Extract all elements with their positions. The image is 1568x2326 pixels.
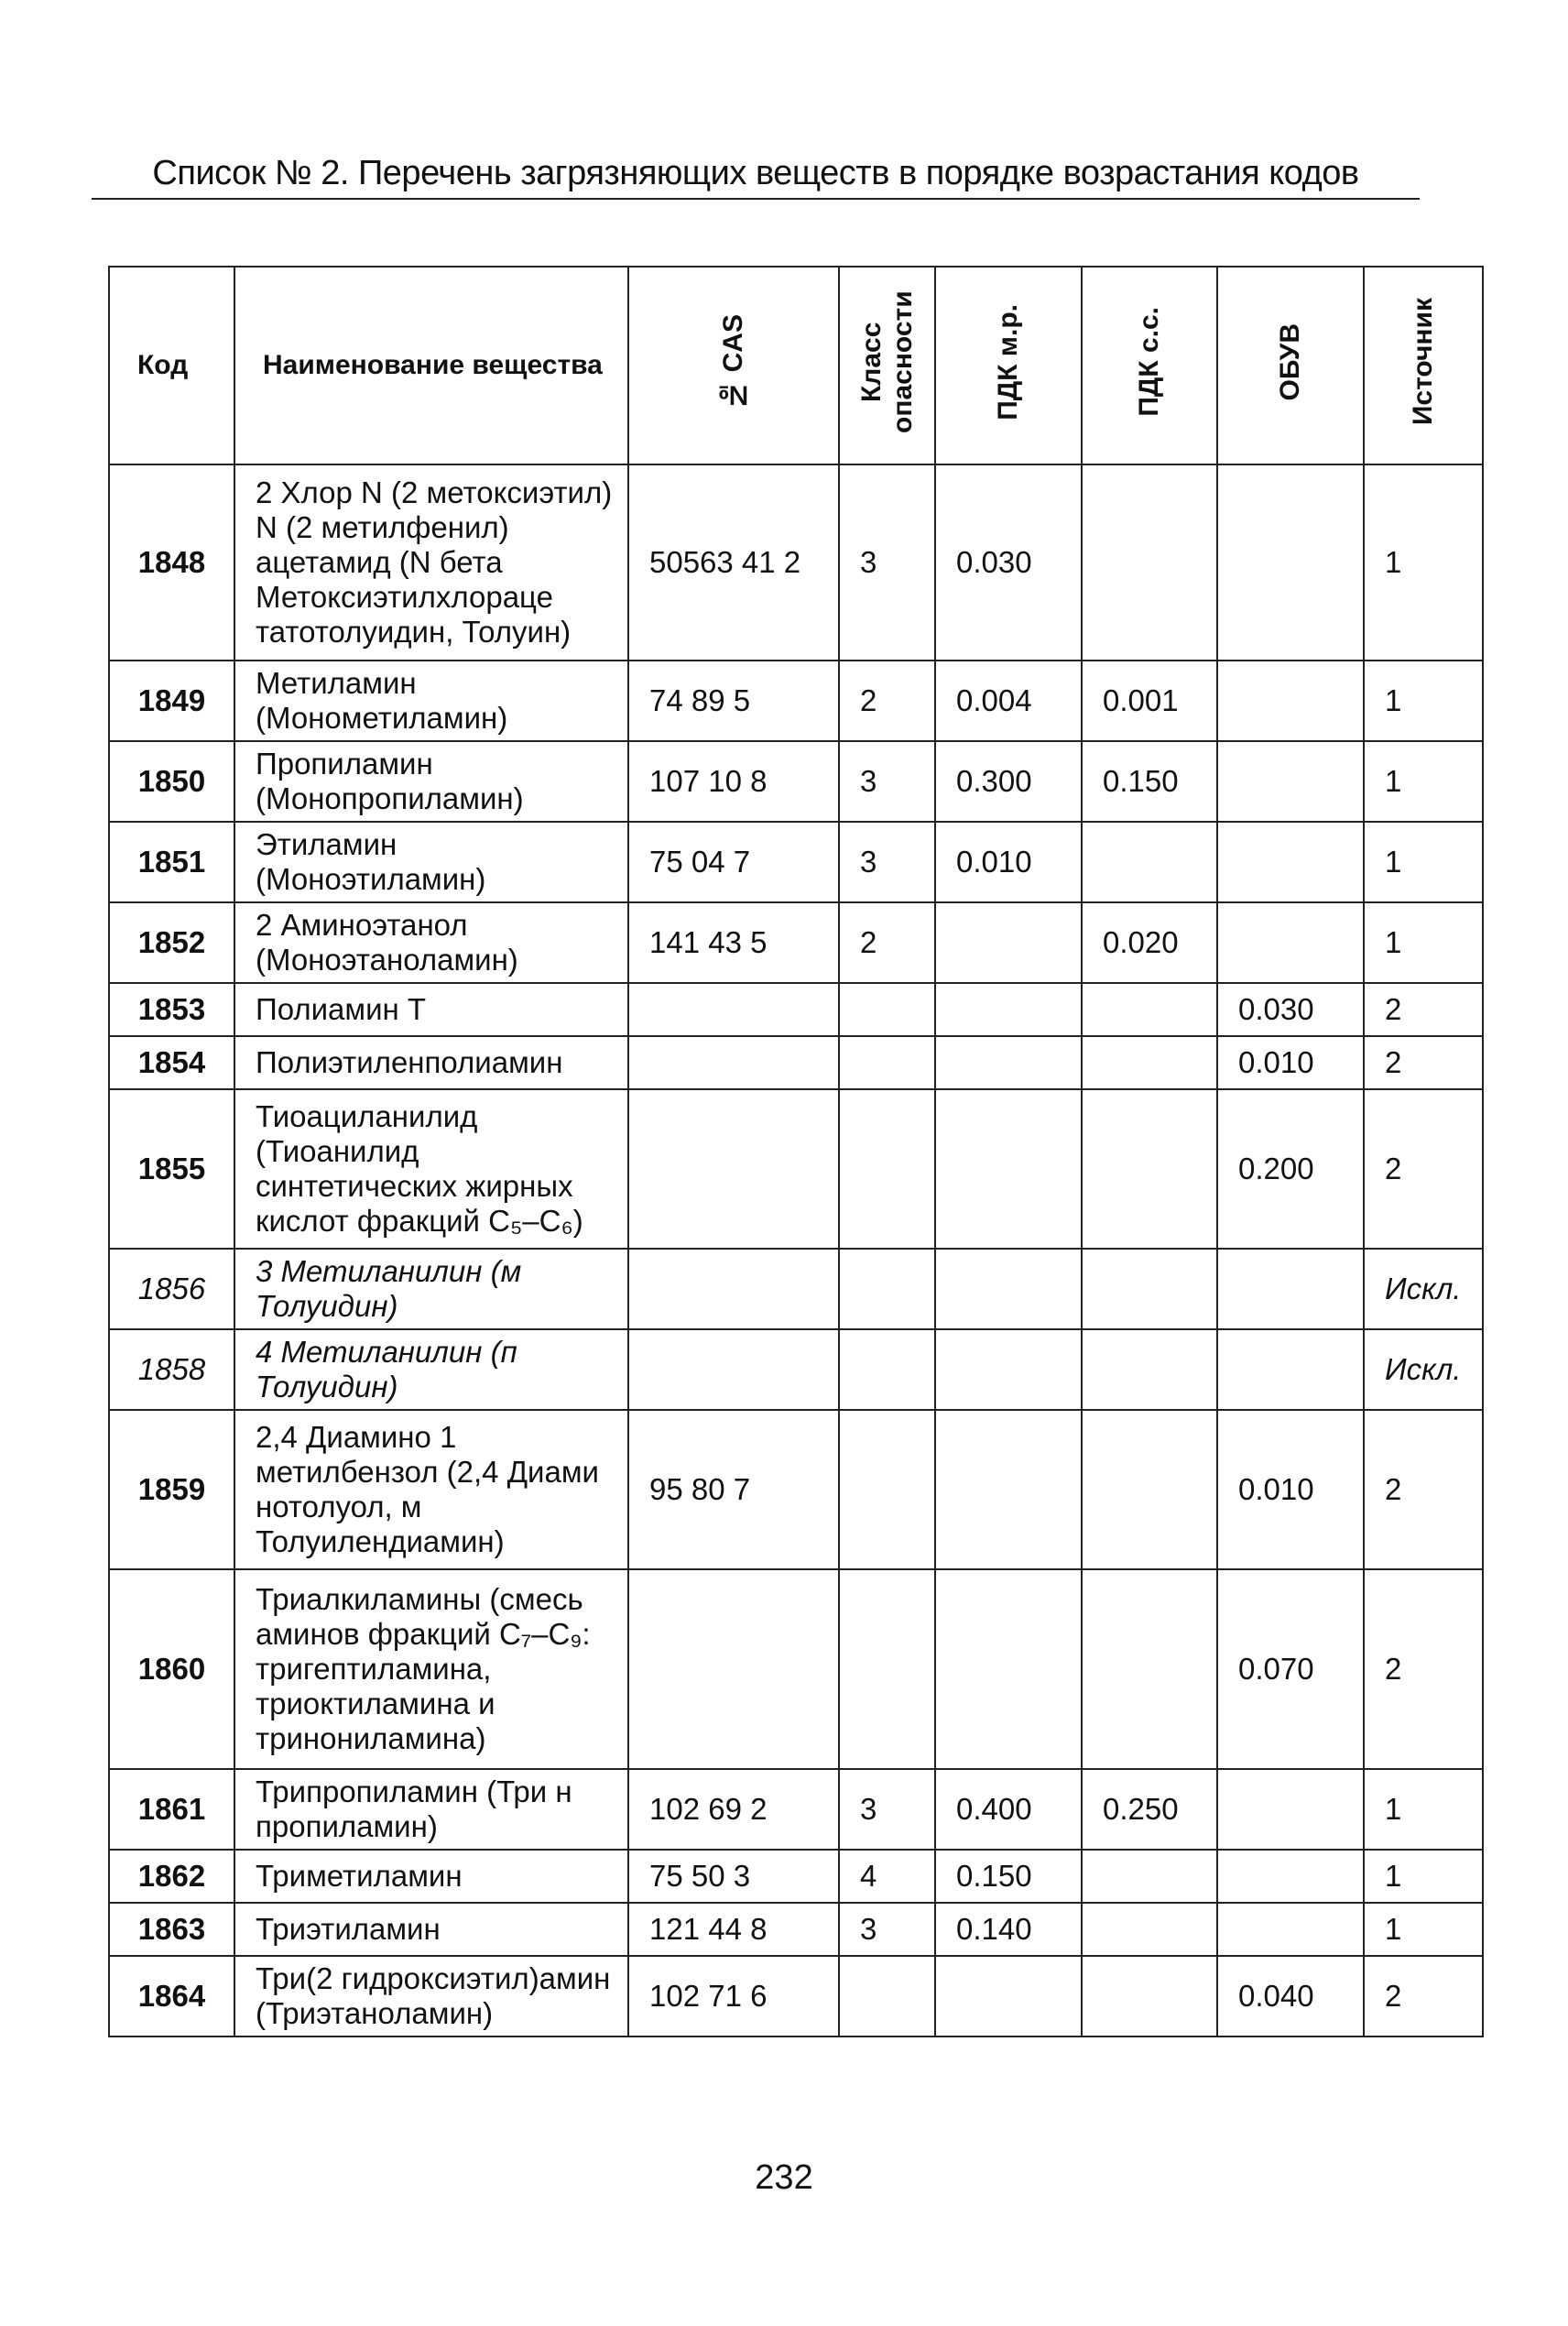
cell-code: 1850 [109,741,234,822]
cell-cas [628,1249,839,1329]
table-row [109,1089,1483,1249]
column-header-cas-label: № CAS [718,313,748,410]
cell-pdk-mr: 0.030 [935,464,1082,661]
column-header-name-label: Наименование вещества [263,350,603,380]
cell-name: Пропиламин (Монопропиламин) [234,741,628,822]
column-header-code-label: Код [137,350,189,380]
cell-pdk-mr [935,1089,1082,1249]
cell-hazard-class [839,1956,935,2037]
column-header-hazard-class [839,267,935,464]
cell-name: Полиамин Т [234,983,628,1036]
cell-pdk-mr: 0.140 [935,1903,1082,1956]
cell-source: 1 [1364,902,1483,983]
cell-obuv [1217,902,1364,983]
column-header-source [1364,267,1483,464]
table-row [109,902,1483,983]
table-body [109,464,1483,2037]
cell-code: 1848 [109,464,234,661]
cell-source: 1 [1364,1903,1483,1956]
cell-name: Триметиламин [234,1850,628,1903]
cell-code: 1863 [109,1903,234,1956]
table-row [109,741,1483,822]
cell-cas: 102 71 6 [628,1956,839,2037]
cell-hazard-class: 3 [839,464,935,661]
cell-code: 1864 [109,1956,234,2037]
cell-obuv [1217,661,1364,741]
table-row [109,1903,1483,1956]
cell-name: 2 Аминоэтанол (Моноэтаноламин) [234,902,628,983]
cell-cas [628,1329,839,1410]
cell-source: 2 [1364,1956,1483,2037]
cell-cas: 75 04 7 [628,822,839,902]
table-row [109,1569,1483,1769]
cell-pdk-mr: 0.400 [935,1769,1082,1850]
cell-pdk-ss [1082,1249,1217,1329]
cell-cas [628,983,839,1036]
table-row [109,1769,1483,1850]
cell-name: Трипропиламин (Три н пропиламин) [234,1769,628,1850]
column-header-code [109,267,234,464]
cell-pdk-mr [935,1956,1082,2037]
cell-pdk-ss [1082,464,1217,661]
cell-hazard-class: 3 [839,1903,935,1956]
cell-hazard-class [839,1036,935,1089]
table-row [109,1850,1483,1903]
cell-obuv: 0.010 [1217,1036,1364,1089]
cell-pdk-mr [935,1569,1082,1769]
cell-source: 2 [1364,1036,1483,1089]
cell-cas: 50563 41 2 [628,464,839,661]
cell-code: 1853 [109,983,234,1036]
cell-pdk-mr: 0.010 [935,822,1082,902]
cell-code: 1852 [109,902,234,983]
cell-pdk-mr [935,983,1082,1036]
cell-obuv [1217,1903,1364,1956]
cell-hazard-class: 2 [839,902,935,983]
cell-hazard-class: 3 [839,822,935,902]
cell-source: 1 [1364,1850,1483,1903]
cell-pdk-ss [1082,1036,1217,1089]
column-header-obuv-label: ОБУВ [1275,322,1305,401]
column-header-pdk-ss [1082,267,1217,464]
cell-obuv [1217,1249,1364,1329]
cell-pdk-ss: 0.001 [1082,661,1217,741]
cell-code: 1854 [109,1036,234,1089]
cell-pdk-ss: 0.020 [1082,902,1217,983]
cell-cas: 141 43 5 [628,902,839,983]
table-row [109,661,1483,741]
header-divider [92,198,1420,200]
substances-table [108,266,1484,2037]
table-row [109,1410,1483,1569]
cell-name: 4 Метиланилин (п Толуидин) [234,1329,628,1410]
cell-source: Искл. [1364,1329,1483,1410]
cell-hazard-class [839,1089,935,1249]
cell-pdk-ss [1082,983,1217,1036]
cell-pdk-mr: 0.150 [935,1850,1082,1903]
cell-hazard-class: 3 [839,741,935,822]
cell-source: 2 [1364,1089,1483,1249]
cell-source: Искл. [1364,1249,1483,1329]
cell-pdk-mr: 0.004 [935,661,1082,741]
cell-obuv: 0.070 [1217,1569,1364,1769]
cell-obuv [1217,464,1364,661]
cell-cas: 107 10 8 [628,741,839,822]
cell-hazard-class [839,1329,935,1410]
cell-name: Тиоациланилид (Тиоанилид синтетических жирных кислот фракций C₅–C₆) [234,1089,628,1249]
substances-table-wrapper [108,266,1484,2037]
table-row [109,1036,1483,1089]
cell-hazard-class: 2 [839,661,935,741]
cell-obuv [1217,1329,1364,1410]
cell-cas: 102 69 2 [628,1769,839,1850]
cell-hazard-class [839,1410,935,1569]
page-number: 232 [755,2158,813,2197]
cell-code: 1851 [109,822,234,902]
cell-source: 2 [1364,983,1483,1036]
cell-name: Триалкиламины (смесь аминов фракций C₇–C₉: тригептиламина, триоктиламина и тринониламина) [234,1569,628,1769]
cell-cas: 74 89 5 [628,661,839,741]
cell-code: 1861 [109,1769,234,1850]
cell-pdk-ss [1082,1850,1217,1903]
table-row [109,1329,1483,1410]
cell-obuv: 0.010 [1217,1410,1364,1569]
table-header-row [109,267,1483,464]
cell-obuv [1217,1769,1364,1850]
cell-hazard-class: 3 [839,1769,935,1850]
cell-cas: 95 80 7 [628,1410,839,1569]
cell-pdk-mr [935,902,1082,983]
cell-source: 2 [1364,1569,1483,1769]
column-header-pdk-mr [935,267,1082,464]
cell-hazard-class [839,1569,935,1769]
table-row [109,1956,1483,2037]
cell-pdk-ss [1082,822,1217,902]
cell-source: 1 [1364,464,1483,661]
cell-pdk-ss [1082,1089,1217,1249]
cell-code: 1859 [109,1410,234,1569]
cell-name: Метиламин (Монометиламин) [234,661,628,741]
page-header-title: Список № 2. Перечень загрязняющих веществ в порядке возрастания кодов [152,154,1359,192]
cell-name: 3 Метиланилин (м Толуидин) [234,1249,628,1329]
cell-code: 1862 [109,1850,234,1903]
cell-code: 1856 [109,1249,234,1329]
cell-pdk-mr [935,1036,1082,1089]
cell-name: Этиламин (Моноэтиламин) [234,822,628,902]
cell-obuv: 0.200 [1217,1089,1364,1249]
cell-pdk-ss [1082,1410,1217,1569]
table-row [109,464,1483,661]
column-header-obuv [1217,267,1364,464]
column-header-pdk-mr-label: ПДК м.р. [993,303,1023,420]
cell-obuv: 0.040 [1217,1956,1364,2037]
cell-obuv [1217,822,1364,902]
cell-pdk-mr: 0.300 [935,741,1082,822]
table-row [109,983,1483,1036]
cell-source: 2 [1364,1410,1483,1569]
cell-cas: 121 44 8 [628,1903,839,1956]
cell-hazard-class [839,1249,935,1329]
cell-name: Триэтиламин [234,1903,628,1956]
column-header-name [234,267,628,464]
cell-code: 1849 [109,661,234,741]
cell-source: 1 [1364,822,1483,902]
cell-pdk-ss [1082,1329,1217,1410]
cell-name: 2 Хлор N (2 метоксиэтил) N (2 метилфенил) ацетамид (N бета Метоксиэтилхлораце татотолуидин, Толуин) [234,464,628,661]
cell-pdk-ss [1082,1569,1217,1769]
cell-pdk-mr [935,1410,1082,1569]
cell-name: Полиэтиленполиамин [234,1036,628,1089]
cell-source: 1 [1364,741,1483,822]
cell-code: 1860 [109,1569,234,1769]
cell-obuv [1217,741,1364,822]
cell-cas [628,1089,839,1249]
cell-cas: 75 50 3 [628,1850,839,1903]
cell-pdk-mr [935,1329,1082,1410]
column-header-cas [628,267,839,464]
cell-pdk-ss: 0.150 [1082,741,1217,822]
cell-hazard-class [839,983,935,1036]
cell-code: 1855 [109,1089,234,1249]
cell-hazard-class: 4 [839,1850,935,1903]
cell-obuv [1217,1850,1364,1903]
cell-source: 1 [1364,1769,1483,1850]
cell-source: 1 [1364,661,1483,741]
cell-cas [628,1036,839,1089]
column-header-source-label: Источник [1408,298,1438,426]
cell-name: 2,4 Диамино 1 метилбензол (2,4 Диами нотолуол, м Толуилендиамин) [234,1410,628,1569]
table-row [109,1249,1483,1329]
cell-pdk-ss [1082,1903,1217,1956]
table-row [109,822,1483,902]
cell-name: Три(2 гидроксиэтил)амин (Триэтаноламин) [234,1956,628,2037]
column-header-pdk-ss-label: ПДК с.с. [1134,307,1164,417]
column-header-hazard-class-label: Класс опасности [855,290,918,433]
cell-pdk-ss [1082,1956,1217,2037]
cell-pdk-ss: 0.250 [1082,1769,1217,1850]
cell-code: 1858 [109,1329,234,1410]
cell-pdk-mr [935,1249,1082,1329]
cell-cas [628,1569,839,1769]
cell-obuv: 0.030 [1217,983,1364,1036]
